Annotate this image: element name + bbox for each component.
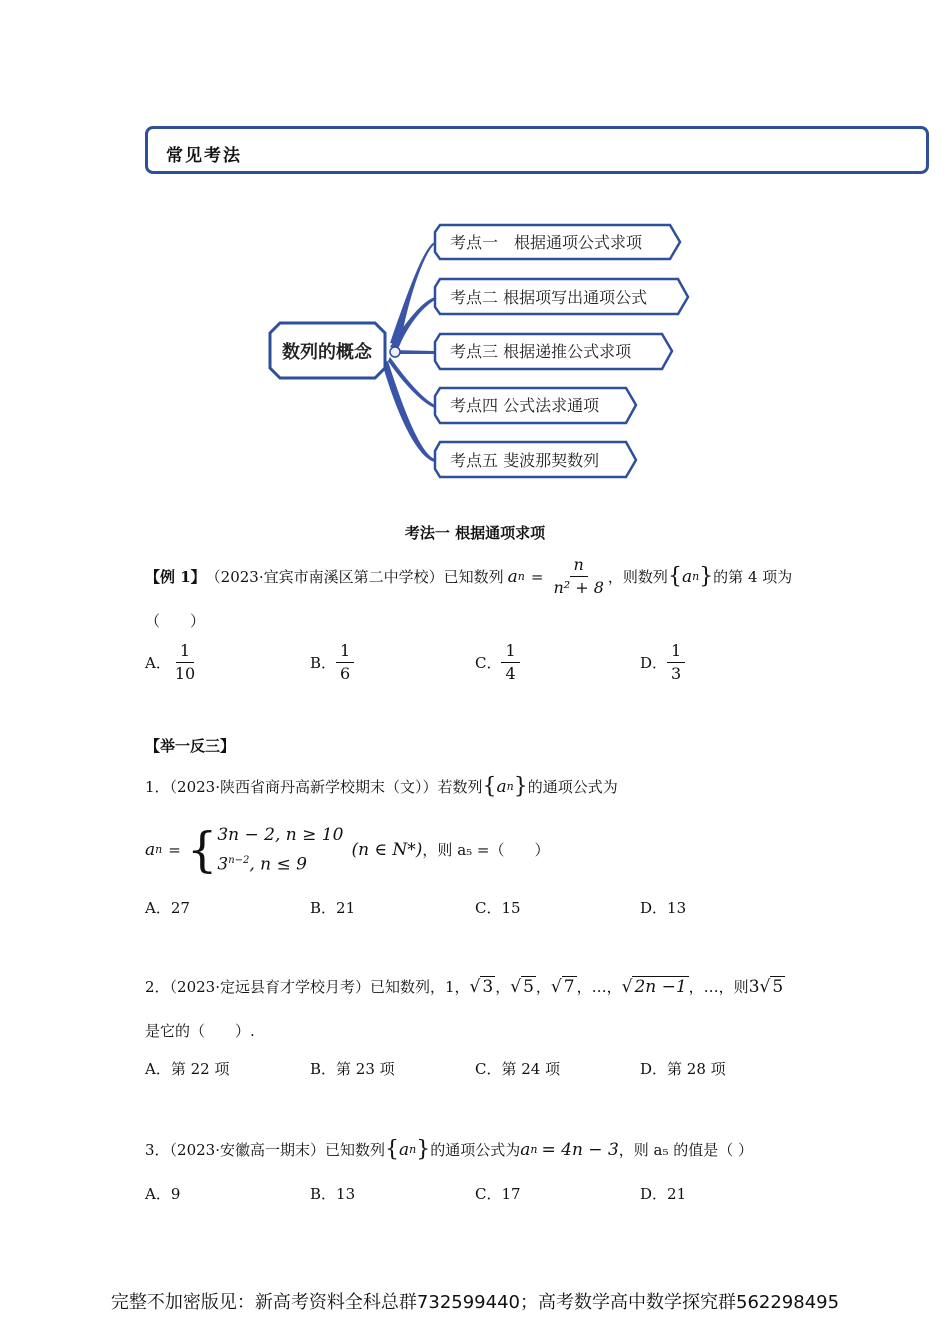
q2-option-b: B．第 23 项 — [310, 1060, 395, 1078]
q2-term-2: 5 — [523, 977, 534, 997]
q1-case-2-base: 3 — [217, 854, 229, 875]
option-den: 3 — [671, 664, 682, 683]
option-num: 1 — [501, 640, 519, 663]
mind-map-node-4 — [435, 388, 636, 423]
q2-stem: 2．（2023·定远县育才学校月考）已知数列，1， √ 3 ， √ 5 ， √ 7 ，…， √ 2n −1 ，…，则 3 √ 5 — [145, 976, 784, 997]
practice-header: 【举一反三】 — [145, 737, 236, 755]
q2-option-c: C．第 24 项 — [475, 1060, 561, 1078]
q3-ask: ，则 a₅ 的值是（ ） — [618, 1141, 754, 1159]
mind-map — [250, 215, 710, 490]
mind-map-node-2 — [435, 279, 688, 314]
q1-case-1: 3n − 2, n ≥ 10 — [217, 825, 344, 845]
example-label: 【例 1】 — [145, 568, 206, 586]
q2-after: ，…，则 — [688, 978, 749, 996]
q3-option-b: B．13 — [310, 1185, 356, 1203]
mind-map-root-label: 数列的概念 — [282, 342, 372, 363]
example-option-a — [145, 640, 199, 685]
section-header-box — [145, 126, 929, 174]
option-num: 1 — [336, 640, 354, 663]
branch-label-1: 考点一 根据通项公式求项 — [450, 233, 643, 252]
q3-formula: = 4n − 3 — [541, 1139, 619, 1160]
q1-piecewise: a n = { 3n − 2, n ≥ 10 $3^{n-2}$, n ≤ 9 (n ∈ N*) ，则 a₅ =（ ） — [145, 821, 550, 878]
example-formula-fraction — [549, 554, 607, 599]
example-option-c — [475, 640, 520, 685]
branch-label-2: 考点二 根据项写出通项公式 — [450, 288, 648, 307]
example-option-b — [310, 640, 354, 685]
q1-option-a: A．27 — [145, 899, 190, 917]
q1-stem-end: 的通项公式为 — [527, 778, 618, 796]
q3-option-c: C．17 — [475, 1185, 521, 1203]
formula-lhs: a — [507, 566, 518, 587]
q2-term-1: 3 — [482, 977, 494, 997]
fraction-denominator: n² + 8 — [553, 578, 604, 597]
option-letter: B． — [310, 654, 337, 672]
section-title: 常见考法 — [166, 146, 242, 166]
formula-sub: n — [517, 570, 525, 583]
q1-domain: (n ∈ N*) — [351, 839, 423, 860]
q3-stem: 3．（2023·安徽高一期末）已知数列 { a n } 的通项公式为 a n = 4n − 3 ，则 a₅ 的值是（ ） — [145, 1137, 754, 1162]
q2-target-rad: 5 — [772, 977, 784, 997]
option-letter: A． — [145, 654, 171, 672]
q1-case-2-rest: , n ≤ 9 — [249, 854, 307, 875]
footer-note: 完整不加密版见：新高考资料全科总群732599440；高考数学高中数学探究群562298495 — [110, 1292, 840, 1313]
text-after-formula: ，则数列 — [607, 568, 668, 586]
mind-map-node-1 — [435, 225, 680, 259]
seq-symbol: a — [681, 566, 693, 587]
option-den: 10 — [174, 664, 196, 683]
q3-option-d: D．21 — [640, 1185, 687, 1203]
option-letter: D． — [640, 654, 668, 672]
q1-option-b: B．21 — [310, 899, 356, 917]
option-num: 1 — [667, 640, 685, 663]
q1-case-2-exp: n−2 — [228, 855, 250, 866]
mind-map-node-3 — [435, 334, 672, 369]
branch-label-5: 考点五 斐波那契数列 — [450, 451, 600, 470]
option-letter: C． — [475, 654, 502, 672]
example-option-d — [640, 640, 685, 685]
q2-option-a: A．第 22 项 — [145, 1060, 230, 1078]
option-den: 6 — [340, 664, 351, 683]
q2-general-term: 2n −1 — [634, 977, 687, 997]
q2-target-coef: 3 — [748, 976, 760, 997]
q1-ask: ，则 a₅ =（ ） — [422, 841, 550, 860]
root-connector-dot — [390, 347, 400, 357]
q2-stem-text: 2．（2023·定远县育才学校月考）已知数列，1， — [145, 978, 470, 996]
example-source: （2023·宜宾市南溪区第二中学校）已知数列 — [205, 568, 504, 586]
answer-paren: （ ） — [145, 612, 206, 630]
q2-line-2: 是它的（ ）. — [145, 1022, 255, 1040]
q2-dots: ，…， — [576, 978, 622, 996]
q1-option-c: C．15 — [475, 899, 521, 917]
mind-map-root — [270, 323, 400, 378]
text-end: 的第 4 项为 — [713, 568, 793, 586]
branch-label-3: 考点三 根据递推公式求项 — [450, 342, 632, 361]
q1-stem: 1．（2023·陕西省商丹高新学校期末（文））若数列 { a n } 的通项公式为 — [145, 774, 618, 799]
q3-option-a: A．9 — [145, 1185, 181, 1203]
branch-label-4: 考点四 公式法求通项 — [450, 396, 600, 415]
q1-option-d: D．13 — [640, 899, 687, 917]
example-1-stem: 【例 1】 （2023·宜宾市南溪区第二中学校）已知数列 a n = $\frac{n}{\text{n² + 8}}$ ，则数列 { a n } 的第 4 项为 — [145, 555, 793, 597]
fraction-numerator: n — [570, 554, 588, 577]
q2-term-3: 7 — [563, 977, 575, 997]
q2-option-d: D．第 28 项 — [640, 1060, 726, 1078]
option-num: 1 — [176, 640, 194, 663]
q1-stem-text: 1．（2023·陕西省商丹高新学校期末（文））若数列 — [145, 778, 483, 796]
q3-stem-text: 3．（2023·安徽高一期末）已知数列 — [145, 1141, 385, 1159]
method-title: 考法一 根据通项求项 — [404, 524, 546, 542]
option-den: 4 — [505, 664, 516, 683]
q3-mid: 的通项公式为 — [430, 1141, 521, 1159]
mind-map-node-5 — [435, 442, 636, 477]
